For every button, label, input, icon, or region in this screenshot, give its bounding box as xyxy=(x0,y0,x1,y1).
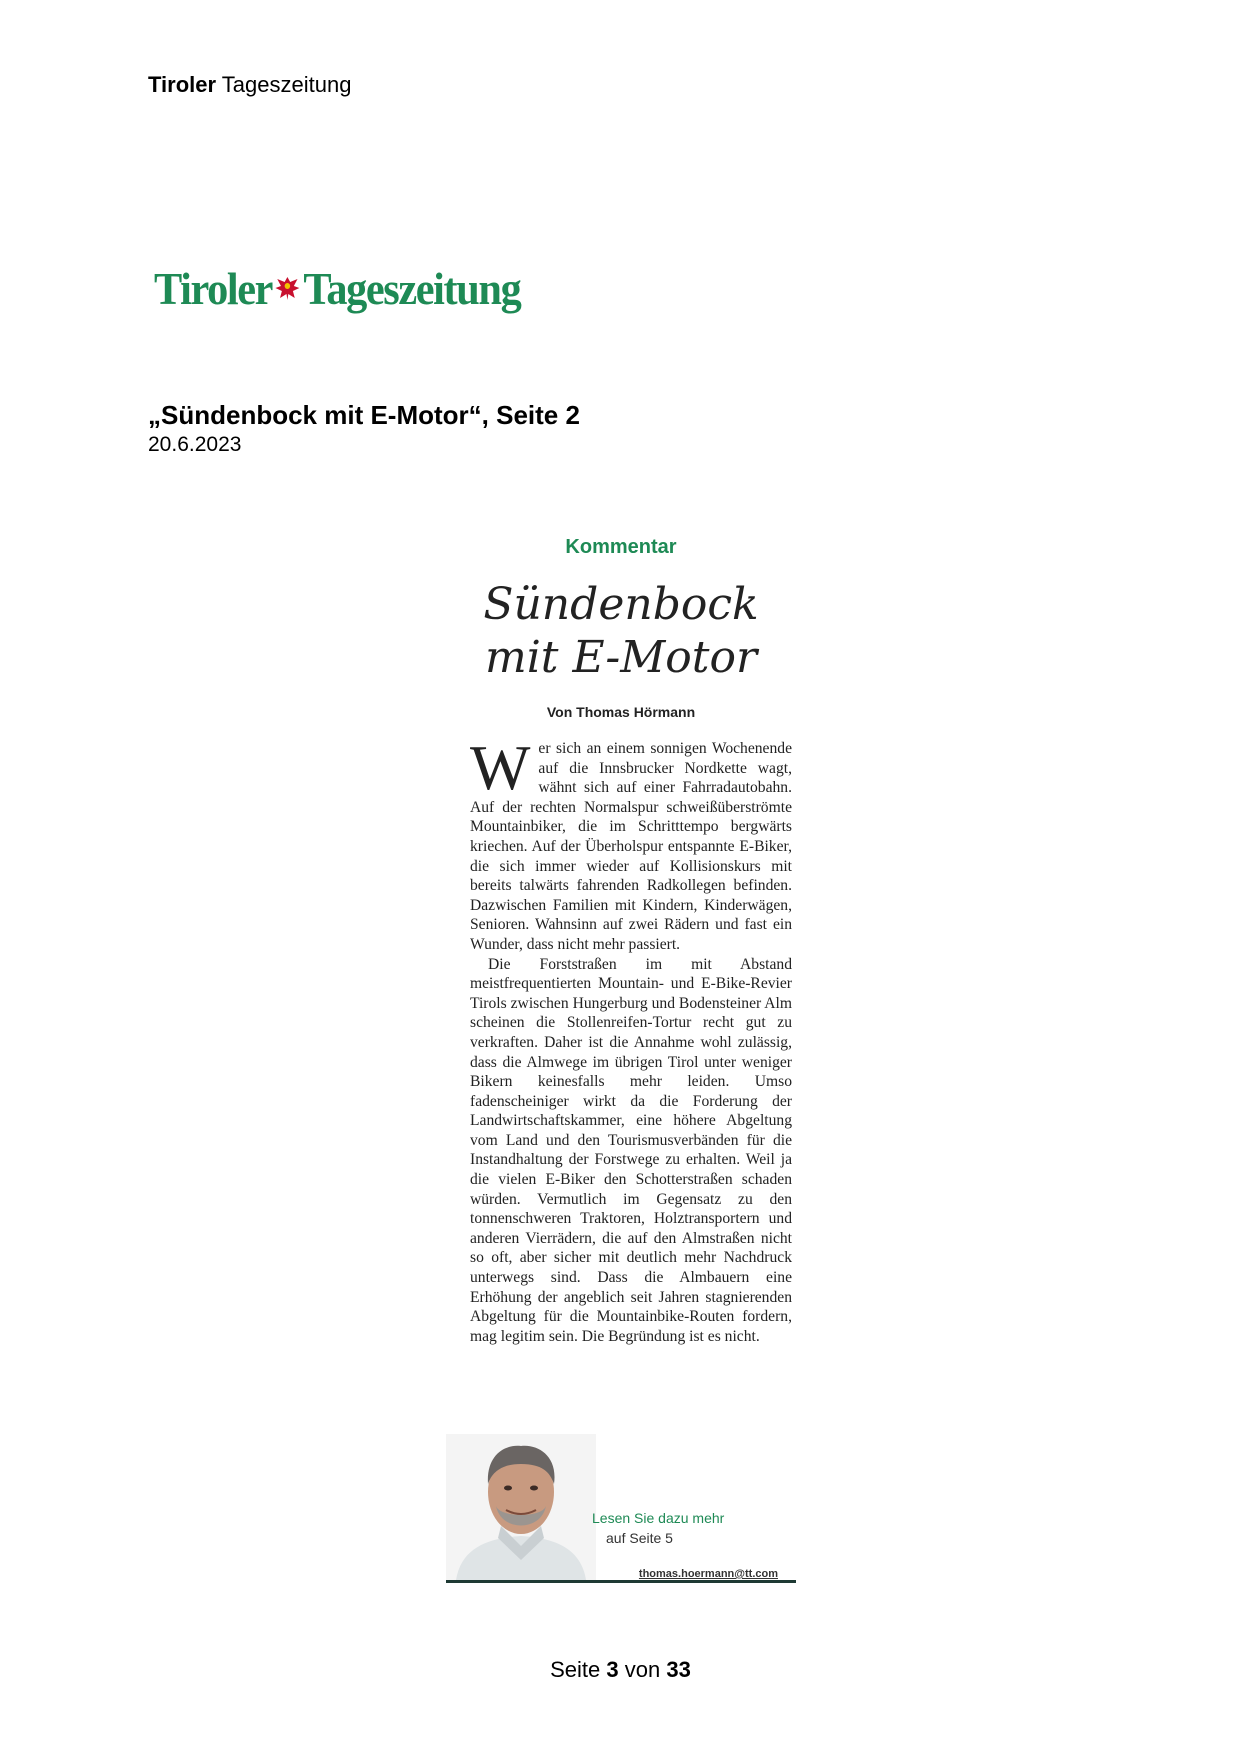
footer-page-number: 3 xyxy=(606,1657,619,1682)
headline-line-2: mit E-Motor xyxy=(484,632,757,683)
page-footer xyxy=(0,1657,1241,1683)
article-clipping xyxy=(446,528,796,1584)
footer-page-total: 33 xyxy=(666,1657,691,1682)
read-more-note xyxy=(592,1508,724,1548)
article-paragraph-2 xyxy=(470,955,792,1347)
footer-middle: von xyxy=(624,1657,661,1682)
article-byline: Von Thomas Hörmann xyxy=(546,704,696,720)
clipping-bottom-rule xyxy=(446,1580,796,1583)
document-header xyxy=(148,72,351,98)
article-body xyxy=(470,732,792,1346)
author-photo xyxy=(446,1434,596,1580)
document-title: „Sündenbock mit E-Motor“, Seite 2 xyxy=(148,400,580,430)
header-brand-rest: Tageszeitung xyxy=(221,72,352,97)
footer-prefix: Seite xyxy=(550,1657,601,1682)
header-brand-bold: Tiroler xyxy=(148,72,217,97)
article-paragraph-1 xyxy=(470,732,792,955)
read-more-line-1: Lesen Sie dazu mehr xyxy=(592,1510,725,1526)
article-headline xyxy=(446,578,796,684)
paragraph-2-text: Die Forststraßen im mit Abstand meistfrequentierten Mountain- und E-Bike-Revier Tirols zwischen Hungerburg und Bodensteiner Alm scheinen die Stollenreifen-Tortur recht gut zu verkraften. Daher ist die Annahme wohl zulässig, dass die Almwege im übrigen Tirol unter weniger Bikern keinesfalls mehr leiden. Umso fadenscheiniger wirkt da die Forderung der Landwirtschaftskammer, eine höhere Abgeltung vom Land und den Tourismusverbänden für die Instandhaltung der Forstwege zu erhalten. Weil ja die vielen E-Biker den Schotterstraßen schaden würden. Vermutlich im Gegensatz zu den tonnenschweren Traktoren, Holztransportern und anderen Vierrädern, die auf den Almstraßen nicht so oft, aber sicher mit deutlich mehr Nachdruck unterwegs sind. Dass die Almbauern eine Erhöhung der angeblich seit Jahren stagnierenden Abgeltung für die Mountainbike-Routen fordern, mag legitim sein. Die Begründung ist es nicht. xyxy=(470,955,792,1345)
logo-text-right: Tageszeitung xyxy=(303,262,521,314)
author-email: thomas.hoermann@tt.com xyxy=(638,1568,778,1580)
document-date: 20.6.2023 xyxy=(148,433,242,456)
paragraph-1-text: er sich an einem sonnigen Wochenende auf die Innsbrucker Nordkette wagt, wähnt sich auf einer Fahrradautobahn. Auf der rechten Normalspur schweißüberströmte Mountainbiker, die im Schritttempo bergwärts kriechen. Auf der Überholspur entspannte E-Biker, die sich immer wieder auf Kollisionskurs mit bereits talwärts fahrenden Radkollegen befinden. Dazwischen Familien mit Kindern, Kinderwägen, Senioren. Wahnsinn auf zwei Rädern und fast ein Wunder, dass nicht mehr passiert. xyxy=(470,740,792,953)
article-kicker: Kommentar xyxy=(565,536,677,558)
newspaper-logo xyxy=(154,258,520,318)
logo-text-left: Tiroler xyxy=(154,262,273,314)
headline-line-1: Sündenbock xyxy=(483,579,759,630)
drop-cap: W xyxy=(470,732,531,803)
read-more-line-2: auf Seite 5 xyxy=(606,1530,673,1546)
eagle-emblem-icon xyxy=(274,273,302,303)
